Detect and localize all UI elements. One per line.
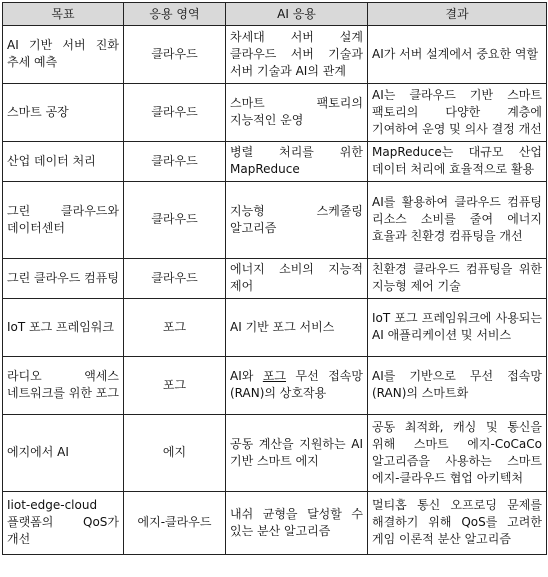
cell-ai-application [226,357,368,415]
cell-area: 에지-클라우드 [124,492,226,555]
cell-result: 친환경 클라우드 컴퓨팅을 위한 지능형 제어 기술 [368,259,547,299]
cell-goal: 그린 클라우드와 데이터센터 [3,182,124,259]
ai-application-underlined-text: 포그 [262,369,287,383]
cell-area: 클라우드 [124,84,226,142]
cell-ai-application: 지능형 스케줄링 알고리즘 [226,182,368,259]
table-row [3,357,547,415]
header-row [3,3,547,26]
cell-goal: 스마트 공장 [3,84,124,142]
cell-area: 에지 [124,415,226,492]
cell-goal: 산업 데이터 처리 [3,142,124,182]
table-header [3,3,547,26]
table-row [3,415,547,492]
table-row [3,84,547,142]
table-row [3,182,547,259]
cell-area: 클라우드 [124,182,226,259]
table-row [3,259,547,299]
cell-area: 포그 [124,357,226,415]
header-goal: 목표 [3,3,124,26]
cell-goal: IoT 포그 프레임워크 [3,299,124,357]
table-row [3,492,547,555]
cell-area: 클라우드 [124,259,226,299]
header-area: 응용 영역 [124,3,226,26]
cell-goal: 라디오 액세스 네트워크를 위한 포그 [3,357,124,415]
cell-result: AI를 기반으로 무선 접속망(RAN)의 스마트화 [368,357,547,415]
cell-goal: 에지에서 AI [3,415,124,492]
ai-application-text-end: 무선 접속망(RAN)의 상호작용 [230,369,363,400]
ai-application-table [2,2,547,555]
header-ai-application: AI 응용 [226,3,368,26]
table-row [3,142,547,182]
cell-goal: Iiot-edge-cloud 플랫폼의 QoS가 개선 [3,492,124,555]
cell-ai-application: 병렬 처리를 위한 MapReduce [226,142,368,182]
cell-area: 클라우드 [124,142,226,182]
table-body [3,26,547,555]
cell-result: AI는 클라우드 기반 스마트 팩토리의 다양한 계층에 기여하여 운영 및 의사 결정 개선 [368,84,547,142]
cell-ai-application: 에너지 소비의 지능적 제어 [226,259,368,299]
ai-application-text-start: AI와 [230,369,263,383]
cell-ai-application: AI 기반 포그 서비스 [226,299,368,357]
cell-result: IoT 포그 프레임워크에 사용되는 AI 애플리케이션 및 서비스 [368,299,547,357]
table-row [3,26,547,84]
cell-area: 포그 [124,299,226,357]
cell-result: AI를 활용하여 클라우드 컴퓨팅 리소스 소비를 줄여 에너지 효율과 친환경 컴퓨팅을 개선 [368,182,547,259]
cell-ai-application: 내쉬 균형을 달성할 수 있는 분산 알고리즘 [226,492,368,555]
cell-ai-application: 공동 계산을 지원하는 AI 기반 스마트 에지 [226,415,368,492]
cell-result: MapReduce는 대규모 산업 데이터 처리에 효율적으로 활용 [368,142,547,182]
cell-area: 클라우드 [124,26,226,84]
cell-ai-application: 스마트 팩토리의 지능적인 운영 [226,84,368,142]
cell-result: AI가 서버 설계에서 중요한 역할 [368,26,547,84]
table-row [3,299,547,357]
cell-result: 멀티홉 통신 오프로딩 문제를 해결하기 위해 QoS를 고려한 게임 이론적 분산 알고리즘 [368,492,547,555]
header-result: 결과 [368,3,547,26]
cell-ai-application: 차세대 서버 설계 클라우드 서버 기술과 서버 기술과 AI의 관계 [226,26,368,84]
cell-result: 공동 최적화, 캐싱 및 통신을 위해 스마트 에지-CoCaCo 알고리즘을 사용하는 스마트 에지-클라우드 협업 아키텍처 [368,415,547,492]
cell-goal: 그린 클라우드 컴퓨팅 [3,259,124,299]
cell-goal: AI 기반 서버 진화 추세 예측 [3,26,124,84]
